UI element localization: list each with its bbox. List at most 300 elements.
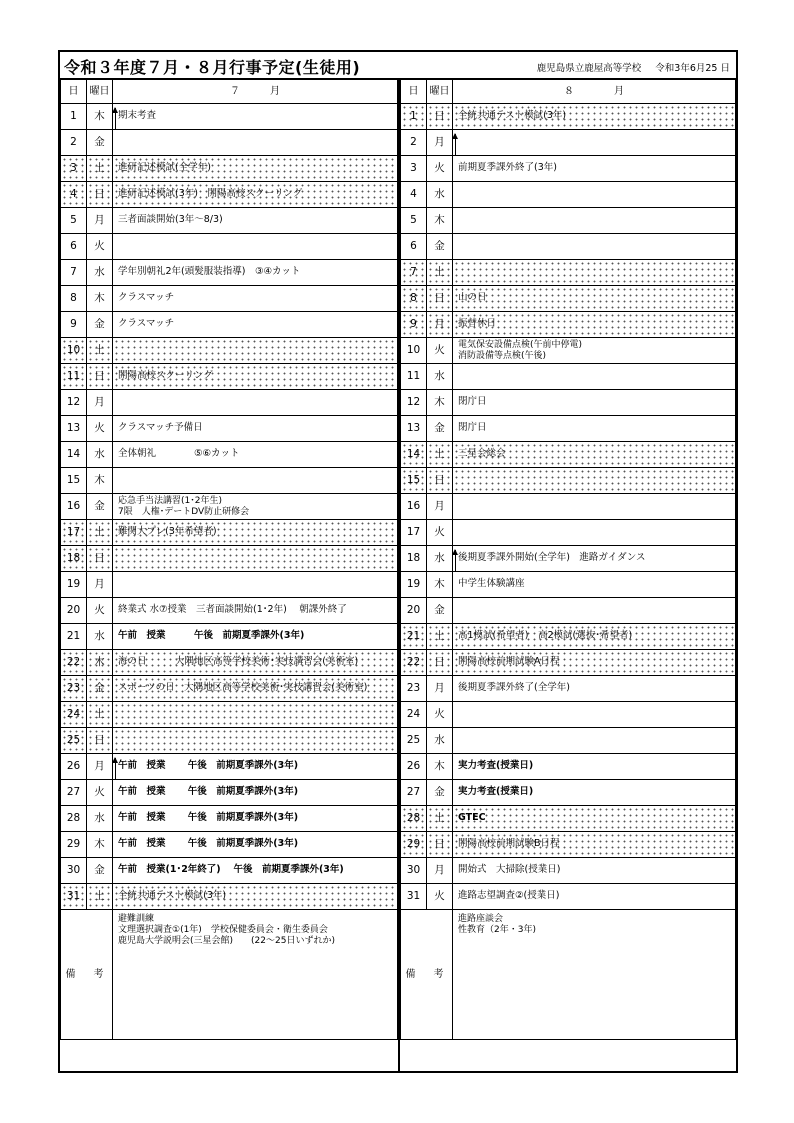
event-cell (453, 364, 736, 390)
notes-body (113, 910, 398, 1040)
schedule-sheet (58, 50, 738, 1073)
july-day-row (61, 468, 398, 494)
day-number: 19 (401, 572, 427, 598)
july-day-row (61, 390, 398, 416)
event-cell (453, 884, 736, 910)
day-number: 30 (401, 858, 427, 884)
day-number: 14 (401, 442, 427, 468)
event-text: 終業式 水⑦授業 三者面談開始(1･2年) 朝課外終了 (118, 604, 347, 616)
day-number: 18 (401, 546, 427, 572)
august-day-row (401, 728, 736, 754)
event-text: クラスマッチ (118, 292, 175, 304)
weekday: 日 (427, 468, 453, 494)
event-cell (453, 312, 736, 338)
weekday: 木 (87, 286, 113, 312)
july-day-row (61, 416, 398, 442)
july-day-row (61, 598, 398, 624)
event-text: 前期夏季課外終了(3年) (458, 162, 557, 174)
event-cell (453, 676, 736, 702)
event-text: 高1模試(希望者) 高2模試(選抜･希望者) (458, 630, 633, 642)
title-bar (60, 52, 736, 79)
august-header-row (401, 80, 736, 104)
event-cell (453, 598, 736, 624)
note-line: 文理選択調査①(1年) 学校保健委員会・衛生委員会 (118, 924, 328, 935)
event-text: 中学生体験講座 (458, 578, 525, 590)
august-notes-row (401, 910, 736, 1040)
day-number: 2 (61, 130, 87, 156)
august-table (400, 79, 736, 1040)
weekday: 土 (427, 806, 453, 832)
august-day-row (401, 312, 736, 338)
event-cell (113, 390, 398, 416)
august-day-row (401, 598, 736, 624)
event-cell (453, 494, 736, 520)
school-name: 鹿児島県立鹿屋高等学校 (536, 63, 642, 74)
event-cell (113, 728, 398, 754)
july-day-row (61, 338, 398, 364)
event-cell (453, 650, 736, 676)
event-text: 午前 授業(1･2年終了) 午後 前期夏季課外(3年) (118, 864, 344, 876)
weekday: 金 (87, 494, 113, 520)
august-day-row (401, 130, 736, 156)
day-number: 9 (61, 312, 87, 338)
july-day-row (61, 858, 398, 884)
event-cell (453, 208, 736, 234)
july-day-row (61, 442, 398, 468)
july-day-row (61, 208, 398, 234)
event-cell (113, 754, 398, 780)
july-day-row (61, 156, 398, 182)
july-month-header: ７ 月 (113, 80, 398, 104)
august-day-row (401, 702, 736, 728)
event-text: 全統共通テスト模試(3年) (118, 890, 227, 902)
event-text: 海の日 大隅地区高等学校美術･実技講習会(美術室) (118, 656, 359, 668)
event-cell (113, 520, 398, 546)
event-cell (453, 234, 736, 260)
weekday: 金 (427, 234, 453, 260)
day-number: 25 (401, 728, 427, 754)
august-day-row (401, 884, 736, 910)
event-cell (453, 130, 736, 156)
school-info (523, 60, 730, 74)
august-day-row (401, 650, 736, 676)
weekday: 火 (427, 884, 453, 910)
weekday: 火 (427, 702, 453, 728)
event-cell (113, 338, 398, 364)
august-day-row (401, 780, 736, 806)
day-number: 16 (61, 494, 87, 520)
event-cell (113, 598, 398, 624)
day-number: 9 (401, 312, 427, 338)
day-number: 26 (61, 754, 87, 780)
day-number: 1 (401, 104, 427, 130)
event-cell (113, 182, 398, 208)
col-day-header: 日 (401, 80, 427, 104)
range-arrow-icon (455, 550, 456, 572)
event-text: 午前 授業 午後 前期夏季課外(3年) (118, 786, 299, 798)
event-text: 進路志望調査②(授業日) (458, 890, 560, 902)
day-number: 1 (61, 104, 87, 130)
day-number: 4 (401, 182, 427, 208)
july-day-row (61, 624, 398, 650)
weekday: 月 (427, 676, 453, 702)
event-cell (453, 260, 736, 286)
day-number: 17 (61, 520, 87, 546)
range-arrow-icon (115, 758, 116, 780)
event-text: 電気保安設備点検(午前中停電) (458, 340, 583, 351)
day-number: 25 (61, 728, 87, 754)
event-text: 三者面談開始(3年～8/3) (118, 214, 223, 226)
event-text: 7限 人権･デートDV防止研修会 (118, 506, 250, 517)
weekday: 木 (87, 832, 113, 858)
weekday: 金 (87, 130, 113, 156)
july-day-row (61, 728, 398, 754)
weekday: 土 (87, 156, 113, 182)
range-arrow-icon (455, 134, 456, 156)
weekday: 日 (427, 286, 453, 312)
august-month-header: ８ 月 (453, 80, 736, 104)
weekday: 月 (427, 312, 453, 338)
day-number: 23 (401, 676, 427, 702)
july-day-row (61, 104, 398, 130)
august-day-row (401, 156, 736, 182)
day-number: 8 (401, 286, 427, 312)
event-cell (113, 312, 398, 338)
event-cell (453, 572, 736, 598)
weekday: 火 (87, 780, 113, 806)
weekday: 金 (87, 858, 113, 884)
event-text: 午前 授業 午後 前期夏季課外(3年) (118, 760, 299, 772)
event-text: 後期夏季課外開始(全学年) 進路ガイダンス (458, 552, 646, 564)
day-number: 10 (61, 338, 87, 364)
weekday: 日 (87, 182, 113, 208)
august-day-row (401, 546, 736, 572)
day-number: 18 (61, 546, 87, 572)
weekday: 水 (87, 442, 113, 468)
event-cell (113, 494, 398, 520)
event-text: 進研記述模試(3年) 開陽高校スクーリング (118, 188, 303, 200)
event-cell (113, 780, 398, 806)
note-line: 性教育（2年・3年) (458, 924, 536, 935)
weekday: 木 (87, 104, 113, 130)
event-text: 開陽高校前期試験B日程 (458, 838, 560, 850)
day-number: 27 (61, 780, 87, 806)
event-text: 全統共通テスト模試(3年) (458, 110, 567, 122)
event-text: 開陽高校スクーリング (118, 370, 213, 382)
event-cell (113, 676, 398, 702)
event-cell (453, 416, 736, 442)
notes-label: 備 考 (61, 910, 113, 1040)
day-number: 30 (61, 858, 87, 884)
event-text: 応急手当法講習(1･2年生) (118, 496, 222, 507)
event-cell (113, 572, 398, 598)
weekday: 土 (427, 442, 453, 468)
event-text: 開陽高校前期試験A日程 (458, 656, 560, 668)
event-text: 実力考査(授業日) (458, 760, 534, 772)
range-arrow-icon (115, 108, 116, 130)
july-day-row (61, 572, 398, 598)
day-number: 28 (401, 806, 427, 832)
event-text: 後期夏季課外終了(全学年) (458, 682, 570, 694)
weekday: 火 (427, 520, 453, 546)
note-line: 避難訓練 (118, 914, 155, 924)
weekday: 土 (87, 702, 113, 728)
weekday: 火 (87, 598, 113, 624)
august-day-row (401, 676, 736, 702)
event-cell (113, 702, 398, 728)
weekday: 水 (87, 806, 113, 832)
weekday: 土 (87, 338, 113, 364)
august-day-row (401, 416, 736, 442)
day-number: 6 (61, 234, 87, 260)
event-cell (113, 364, 398, 390)
day-number: 27 (401, 780, 427, 806)
day-number: 20 (401, 598, 427, 624)
event-cell (113, 442, 398, 468)
weekday: 土 (427, 260, 453, 286)
day-number: 4 (61, 182, 87, 208)
event-text: 学年別朝礼2年(頭髪服装指導) ③④カット (118, 266, 301, 278)
august-day-row (401, 468, 736, 494)
event-cell (453, 520, 736, 546)
day-number: 22 (401, 650, 427, 676)
event-cell (453, 754, 736, 780)
day-number: 31 (401, 884, 427, 910)
weekday: 月 (427, 494, 453, 520)
col-day-header: 日 (61, 80, 87, 104)
august-day-row (401, 442, 736, 468)
col-weekday-header: 曜日 (427, 80, 453, 104)
day-number: 17 (401, 520, 427, 546)
july-day-row (61, 130, 398, 156)
event-cell (453, 546, 736, 572)
event-text: クラスマッチ予備日 (118, 422, 203, 434)
august-day-row (401, 494, 736, 520)
weekday: 金 (427, 416, 453, 442)
weekday: 金 (427, 780, 453, 806)
event-cell (453, 286, 736, 312)
event-cell (113, 468, 398, 494)
day-number: 15 (61, 468, 87, 494)
event-text: スポーツの日 大隅地区高等学校美術･実技講習会(美術室) (118, 682, 368, 694)
july-day-row (61, 312, 398, 338)
event-cell (453, 390, 736, 416)
weekday: 木 (427, 208, 453, 234)
weekday: 木 (87, 468, 113, 494)
event-text: クラスマッチ (118, 318, 175, 330)
event-cell (113, 624, 398, 650)
august-day-row (401, 390, 736, 416)
note-line: 進路座談会 (458, 914, 504, 924)
event-text: 開始式 大掃除(授業日) (458, 864, 561, 876)
day-number: 21 (401, 624, 427, 650)
august-day-row (401, 624, 736, 650)
event-cell (453, 104, 736, 130)
july-half (60, 79, 398, 1071)
july-day-row (61, 754, 398, 780)
event-cell (113, 832, 398, 858)
august-day-row (401, 208, 736, 234)
weekday: 日 (87, 546, 113, 572)
day-number: 19 (61, 572, 87, 598)
event-cell (453, 182, 736, 208)
issue-date: 令和3年6月25 日 (655, 63, 730, 74)
event-text: 午前 授業 午後 前期夏季課外(3年) (118, 812, 299, 824)
event-cell (453, 780, 736, 806)
event-cell (453, 806, 736, 832)
event-cell (453, 728, 736, 754)
day-number: 23 (61, 676, 87, 702)
weekday: 木 (427, 572, 453, 598)
note-line: 鹿児島大学説明会(三星会館) (22～25日いずれか) (118, 935, 335, 946)
weekday: 水 (427, 182, 453, 208)
weekday: 日 (87, 728, 113, 754)
july-day-row (61, 780, 398, 806)
day-number: 12 (61, 390, 87, 416)
july-day-row (61, 676, 398, 702)
weekday: 火 (427, 338, 453, 364)
august-day-row (401, 832, 736, 858)
weekday: 水 (427, 728, 453, 754)
event-cell (453, 468, 736, 494)
day-number: 13 (61, 416, 87, 442)
page-title: 令和３年度７月・８月行事予定(生徒用) (64, 58, 361, 77)
event-cell (113, 130, 398, 156)
day-number: 20 (61, 598, 87, 624)
weekday: 金 (87, 676, 113, 702)
day-number: 31 (61, 884, 87, 910)
event-cell (113, 234, 398, 260)
day-number: 2 (401, 130, 427, 156)
day-number: 26 (401, 754, 427, 780)
august-day-row (401, 572, 736, 598)
july-day-row (61, 884, 398, 910)
august-day-row (401, 182, 736, 208)
weekday: 火 (87, 416, 113, 442)
weekday: 日 (87, 364, 113, 390)
july-day-row (61, 832, 398, 858)
event-text: 全体朝礼 ⑤⑥カット (118, 448, 240, 460)
weekday: 水 (87, 624, 113, 650)
weekday: 土 (87, 884, 113, 910)
event-text: 閉庁日 (458, 422, 487, 434)
july-day-row (61, 182, 398, 208)
weekday: 月 (427, 858, 453, 884)
day-number: 11 (401, 364, 427, 390)
event-cell (113, 858, 398, 884)
weekday: 木 (427, 754, 453, 780)
event-text: 午前 授業 午後 前期夏季課外(3年) (118, 838, 299, 850)
day-number: 11 (61, 364, 87, 390)
july-day-row (61, 364, 398, 390)
day-number: 5 (61, 208, 87, 234)
august-day-row (401, 364, 736, 390)
august-day-row (401, 286, 736, 312)
event-text: 期末考査 (118, 110, 157, 122)
august-day-row (401, 520, 736, 546)
weekday: 金 (87, 312, 113, 338)
july-notes-row (61, 910, 398, 1040)
july-header-row (61, 80, 398, 104)
notes-body (453, 910, 736, 1040)
notes-label: 備 考 (401, 910, 453, 1040)
event-cell (113, 104, 398, 130)
day-number: 29 (401, 832, 427, 858)
event-cell (453, 832, 736, 858)
day-number: 5 (401, 208, 427, 234)
day-number: 24 (61, 702, 87, 728)
august-day-row (401, 234, 736, 260)
weekday: 月 (87, 754, 113, 780)
weekday: 木 (87, 650, 113, 676)
event-text: 午前 授業 午後 前期夏季課外(3年) (118, 630, 305, 642)
weekday: 月 (87, 390, 113, 416)
event-cell (453, 338, 736, 364)
event-cell (453, 442, 736, 468)
day-number: 3 (401, 156, 427, 182)
weekday: 土 (427, 624, 453, 650)
event-cell (453, 858, 736, 884)
weekday: 月 (87, 572, 113, 598)
august-day-row (401, 858, 736, 884)
event-text: 難関大プレ(3年希望者) (118, 526, 217, 538)
day-number: 24 (401, 702, 427, 728)
event-cell (113, 208, 398, 234)
weekday: 金 (427, 598, 453, 624)
july-day-row (61, 702, 398, 728)
event-text: 山の日 (458, 292, 487, 304)
weekday: 日 (427, 650, 453, 676)
july-day-row (61, 260, 398, 286)
weekday: 木 (427, 390, 453, 416)
event-cell (453, 624, 736, 650)
august-day-row (401, 806, 736, 832)
august-day-row (401, 104, 736, 130)
event-text: 実力考査(授業日) (458, 786, 534, 798)
august-day-row (401, 260, 736, 286)
event-cell (113, 650, 398, 676)
col-weekday-header: 曜日 (87, 80, 113, 104)
event-text: 進研記述模試(全学年) (118, 162, 211, 174)
july-day-row (61, 650, 398, 676)
event-text: GTEC (458, 812, 486, 824)
event-cell (113, 806, 398, 832)
weekday: 火 (87, 234, 113, 260)
weekday: 水 (427, 546, 453, 572)
event-cell (113, 260, 398, 286)
event-text: 三星会総会 (458, 448, 506, 460)
day-number: 10 (401, 338, 427, 364)
day-number: 8 (61, 286, 87, 312)
july-day-row (61, 286, 398, 312)
july-table (60, 79, 398, 1040)
day-number: 29 (61, 832, 87, 858)
event-cell (113, 546, 398, 572)
event-cell (113, 156, 398, 182)
august-day-row (401, 754, 736, 780)
event-cell (113, 286, 398, 312)
day-number: 21 (61, 624, 87, 650)
event-cell (453, 156, 736, 182)
weekday: 水 (87, 260, 113, 286)
day-number: 28 (61, 806, 87, 832)
july-day-row (61, 234, 398, 260)
weekday: 火 (427, 156, 453, 182)
calendar-area (60, 79, 736, 1071)
event-text: 消防設備等点検(午後) (458, 350, 547, 361)
weekday: 日 (427, 104, 453, 130)
july-day-row (61, 806, 398, 832)
